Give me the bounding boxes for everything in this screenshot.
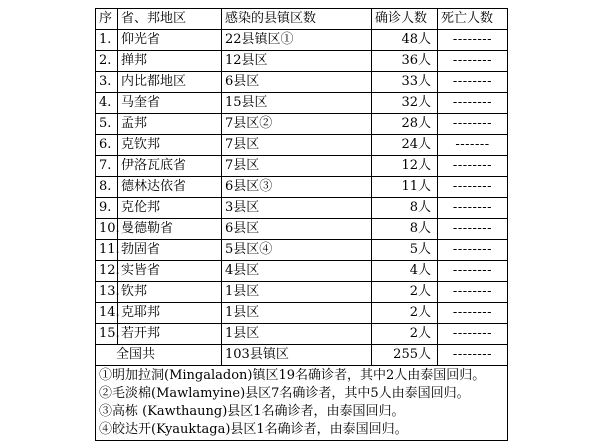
cell-districts: 6县区③ [222, 177, 372, 198]
cell-no: 11. [96, 240, 118, 261]
header-districts: 感染的县镇区数 [222, 9, 372, 30]
cell-confirmed: 8人 [372, 198, 438, 219]
table-row [96, 135, 508, 156]
header-no: 序 [96, 9, 118, 30]
table-row [96, 240, 508, 261]
cell-no: 7. [96, 156, 118, 177]
cell-deaths: -------- [438, 282, 508, 303]
covid-cases-table [95, 8, 508, 441]
table-row [96, 93, 508, 114]
footnote-1: ①明加拉洞(Mingaladon)镇区19名确诊者，其中2人由泰国回归。 [99, 368, 486, 383]
header-region: 省、邦地区 [118, 9, 222, 30]
table-row [96, 219, 508, 240]
table-row [96, 261, 508, 282]
footnote-3: ③高栋 (Kawthaung)县区1名确诊者，由泰国回归。 [99, 404, 405, 419]
cell-no: 1. [96, 30, 118, 51]
cell-confirmed: 24人 [372, 135, 438, 156]
table-row [96, 198, 508, 219]
cell-region: 实皆省 [118, 261, 222, 282]
cell-region: 克伦邦 [118, 198, 222, 219]
table-row [96, 30, 508, 51]
cell-confirmed: 28人 [372, 114, 438, 135]
table-row [96, 156, 508, 177]
cell-districts: 1县区 [222, 303, 372, 324]
table-row [96, 324, 508, 345]
cell-region: 伊洛瓦底省 [118, 156, 222, 177]
cell-confirmed: 48人 [372, 30, 438, 51]
cell-districts: 22县镇区① [222, 30, 372, 51]
cell-no: 5. [96, 114, 118, 135]
cell-districts: 12县区 [222, 51, 372, 72]
cell-confirmed: 2人 [372, 282, 438, 303]
notes-row [96, 366, 508, 441]
cell-no: 3. [96, 72, 118, 93]
cell-region: 钦邦 [118, 282, 222, 303]
cell-deaths: -------- [438, 261, 508, 282]
cell-confirmed: 8人 [372, 219, 438, 240]
cell-confirmed: 12人 [372, 156, 438, 177]
cell-deaths: -------- [438, 156, 508, 177]
table-header-row [96, 9, 508, 30]
cell-no: 9. [96, 198, 118, 219]
header-confirmed: 确诊人数 [372, 9, 438, 30]
cell-deaths: -------- [438, 114, 508, 135]
cell-confirmed: 33人 [372, 72, 438, 93]
cell-deaths: -------- [438, 51, 508, 72]
cell-deaths: -------- [438, 303, 508, 324]
cell-deaths: -------- [438, 198, 508, 219]
cell-deaths: -------- [438, 219, 508, 240]
cell-region: 掸邦 [118, 51, 222, 72]
cell-confirmed: 36人 [372, 51, 438, 72]
cell-districts: 5县区④ [222, 240, 372, 261]
cell-deaths: -------- [438, 93, 508, 114]
table-row [96, 114, 508, 135]
cell-deaths: -------- [438, 72, 508, 93]
table-row [96, 303, 508, 324]
cell-region: 内比都地区 [118, 72, 222, 93]
total-confirmed: 255人 [372, 345, 438, 366]
cell-no: 10. [96, 219, 118, 240]
cell-confirmed: 5人 [372, 240, 438, 261]
cell-no: 6. [96, 135, 118, 156]
cell-deaths: -------- [438, 240, 508, 261]
cell-no: 2. [96, 51, 118, 72]
cell-deaths: -------- [438, 30, 508, 51]
cell-no: 13. [96, 282, 118, 303]
header-deaths: 死亡人数 [438, 9, 508, 30]
cell-deaths: -------- [438, 177, 508, 198]
cell-districts: 1县区 [222, 282, 372, 303]
cell-no: 4. [96, 93, 118, 114]
cell-confirmed: 4人 [372, 261, 438, 282]
cell-districts: 6县区 [222, 72, 372, 93]
cell-region: 克钦邦 [118, 135, 222, 156]
cell-region: 勃固省 [118, 240, 222, 261]
footnotes [96, 366, 508, 441]
cell-districts: 15县区 [222, 93, 372, 114]
table-row [96, 51, 508, 72]
total-row [96, 345, 508, 366]
cell-region: 德林达依省 [118, 177, 222, 198]
cell-confirmed: 32人 [372, 93, 438, 114]
cell-region: 马奎省 [118, 93, 222, 114]
cell-districts: 7县区 [222, 135, 372, 156]
total-label: 全国共 [96, 345, 222, 366]
cell-deaths: ------- [438, 135, 508, 156]
cell-no: 12. [96, 261, 118, 282]
footnote-2: ②毛淡棉(Mawlamyine)县区7名确诊者，其中5人由泰国回归。 [99, 386, 470, 401]
cell-no: 15. [96, 324, 118, 345]
cell-deaths: -------- [438, 324, 508, 345]
cell-no: 8. [96, 177, 118, 198]
cell-region: 若开邦 [118, 324, 222, 345]
cell-districts: 1县区 [222, 324, 372, 345]
cell-region: 孟邦 [118, 114, 222, 135]
footnote-4: ④皎达开(Kyauktaga)县区1名确诊者，由泰国回归。 [99, 422, 408, 437]
total-districts: 103县镇区 [222, 345, 372, 366]
cell-districts: 3县区 [222, 198, 372, 219]
cell-confirmed: 11人 [372, 177, 438, 198]
cell-region: 克耶邦 [118, 303, 222, 324]
cell-districts: 4县区 [222, 261, 372, 282]
cell-region: 仰光省 [118, 30, 222, 51]
total-deaths: -------- [438, 345, 508, 366]
table-row [96, 177, 508, 198]
cell-region: 曼德勒省 [118, 219, 222, 240]
cell-confirmed: 2人 [372, 303, 438, 324]
table-row [96, 72, 508, 93]
cell-no: 14. [96, 303, 118, 324]
cell-districts: 6县区 [222, 219, 372, 240]
cell-districts: 7县区② [222, 114, 372, 135]
table-body [96, 30, 508, 345]
table-row [96, 282, 508, 303]
cell-confirmed: 2人 [372, 324, 438, 345]
cell-districts: 7县区 [222, 156, 372, 177]
